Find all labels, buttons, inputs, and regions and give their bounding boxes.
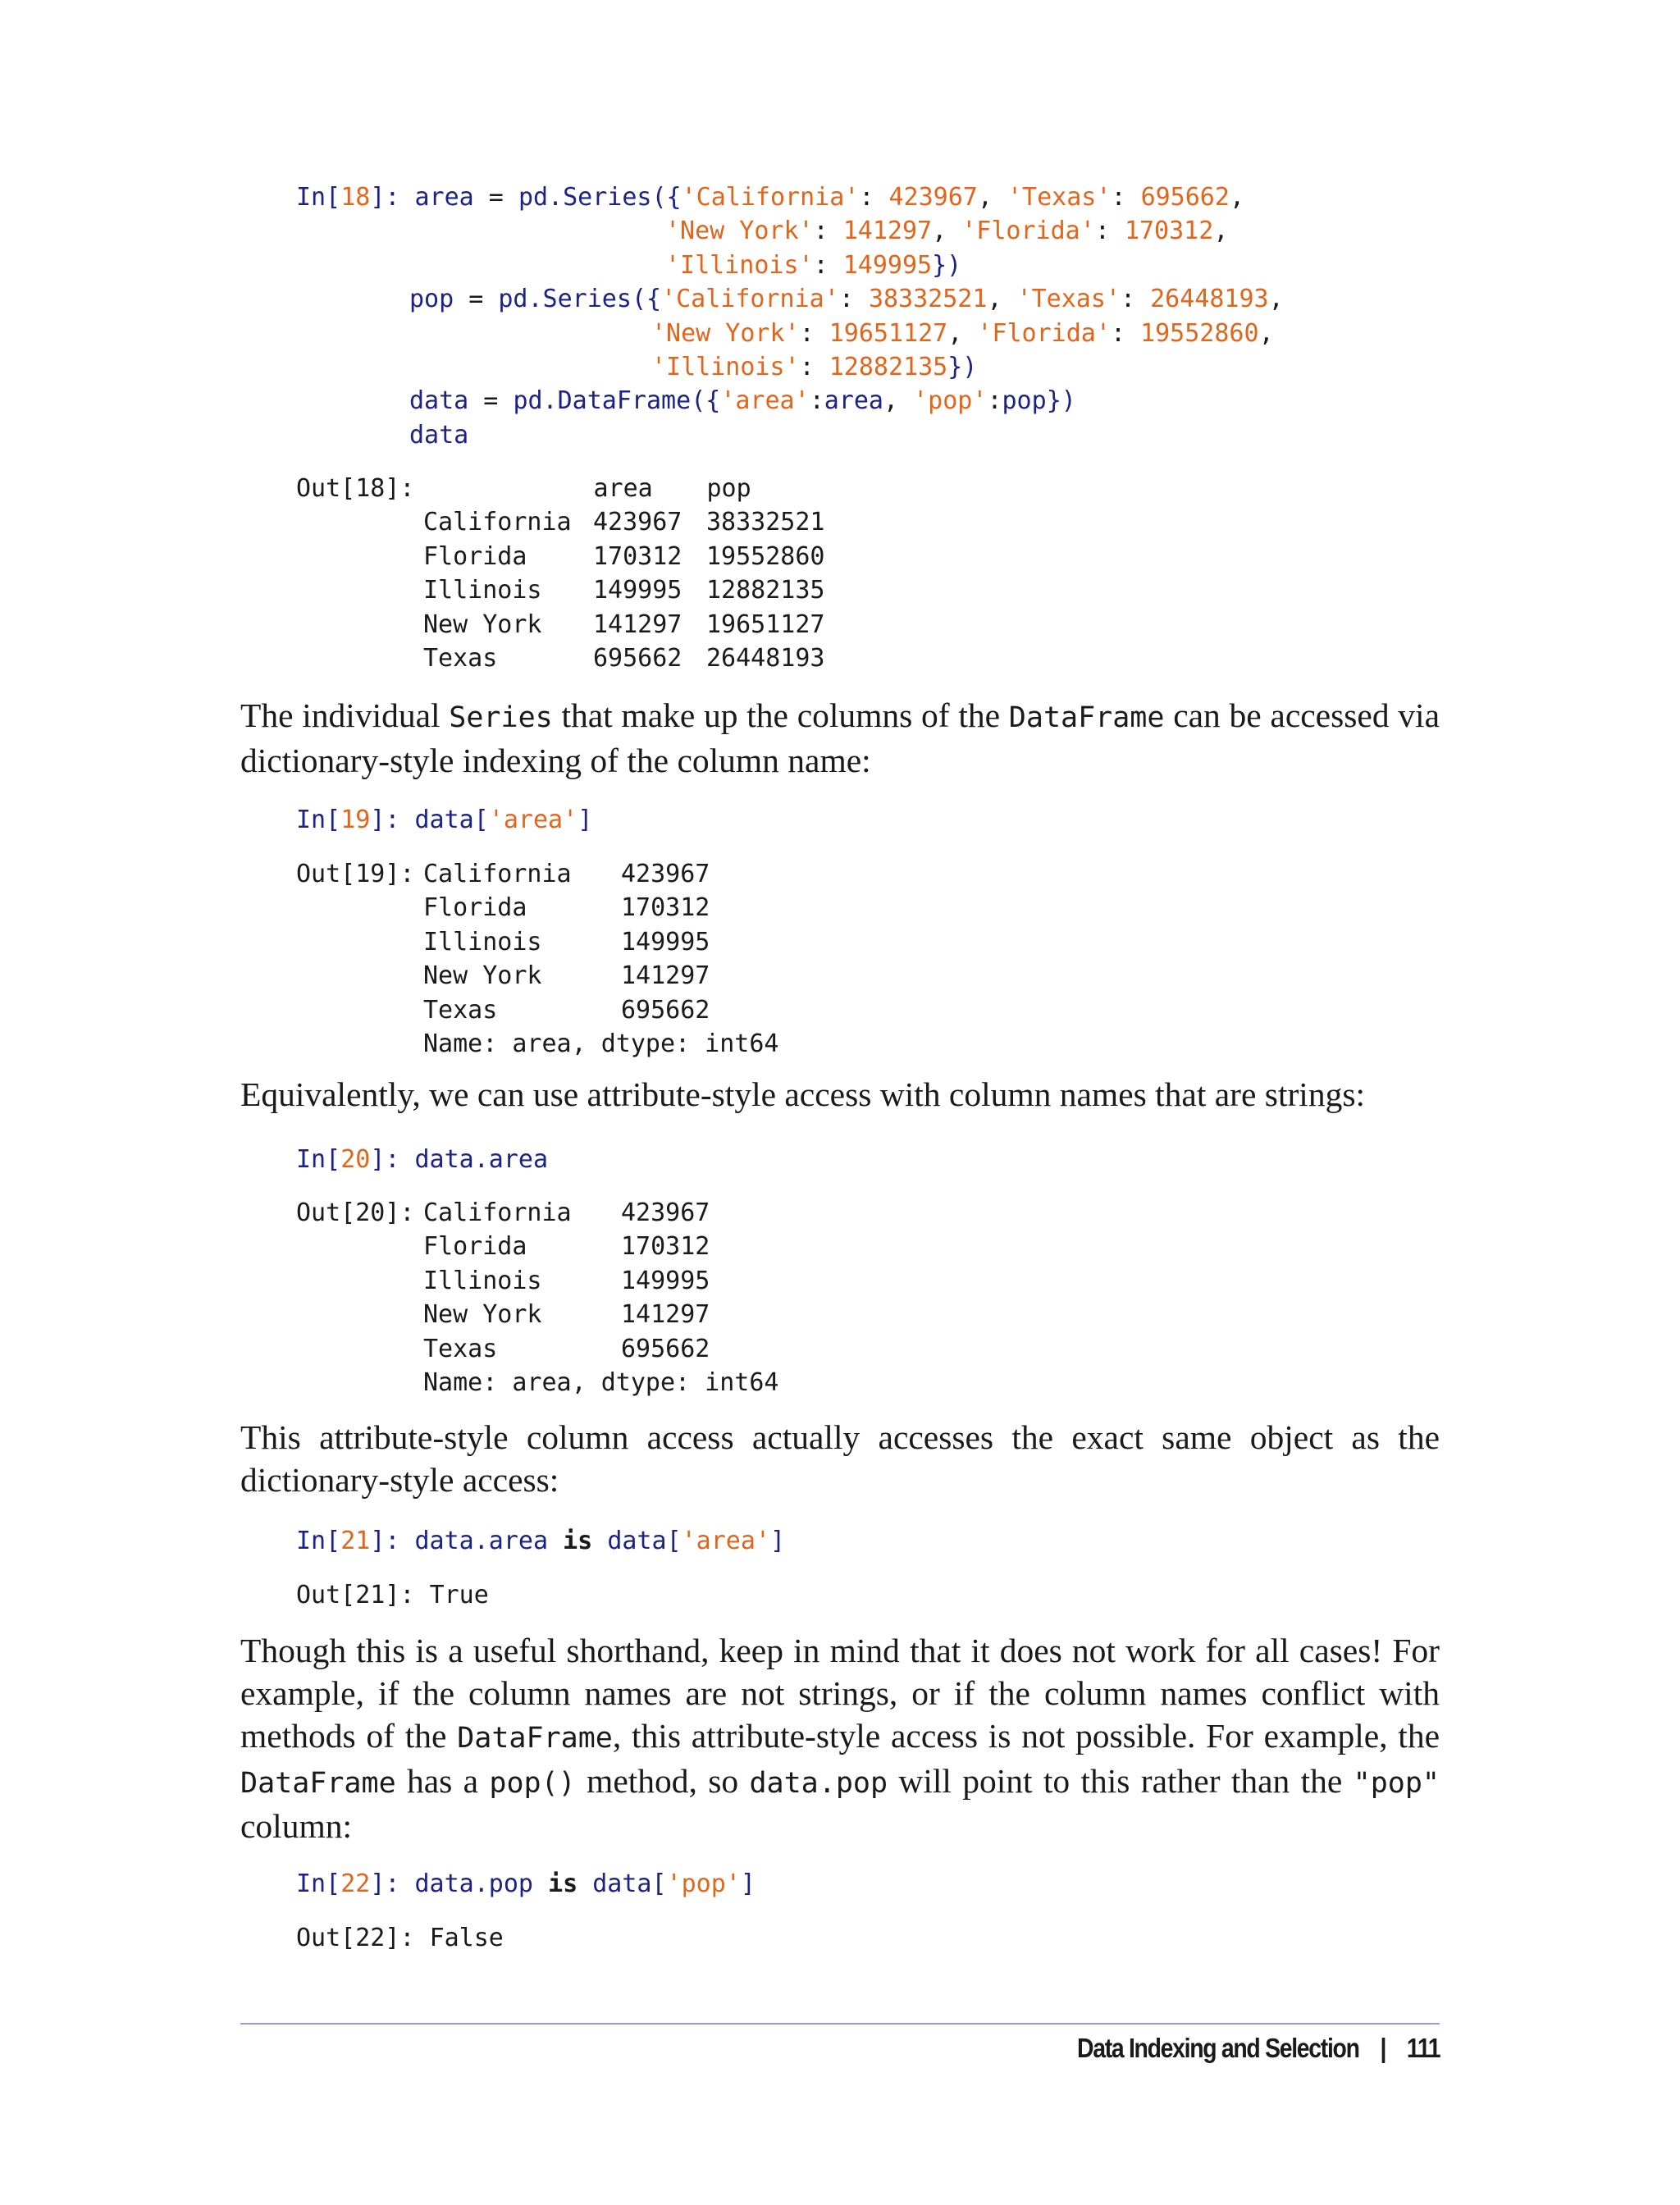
prompt-out: Out[20]: — [296, 1198, 415, 1227]
row-label: Texas — [423, 995, 498, 1025]
code-cell-in22: In[22]: data.pop is data['pop'] — [296, 1869, 756, 1898]
row-label: California — [423, 860, 572, 888]
output-series-area — [296, 857, 778, 1061]
row-label: California — [423, 1198, 572, 1227]
table-cell: 26448193 — [706, 644, 825, 673]
table-cell: 19651127 — [706, 609, 825, 639]
inline-code: DataFrame — [240, 1767, 396, 1800]
code-cell-in21: In[21]: data.area is data['area'] — [296, 1527, 786, 1555]
section-title: Data Indexing and Selection — [1076, 2033, 1359, 2063]
page-footer — [1077, 2033, 1440, 2064]
output-series-area-attr — [296, 1196, 778, 1399]
table-cell: 170312 — [621, 1232, 710, 1262]
row-label: New York — [423, 961, 542, 991]
table-cell: 12882135 — [706, 576, 825, 605]
table-cell: 141297 — [621, 1300, 710, 1330]
table-cell: 423967 — [621, 860, 710, 888]
prompt-in: In[ — [296, 183, 341, 212]
table-cell: 149995 — [621, 927, 710, 956]
table-cell: 695662 — [621, 1334, 710, 1363]
footer-separator: | — [1380, 2033, 1386, 2063]
row-label: Florida — [423, 541, 527, 571]
table-cell: 38332521 — [706, 508, 825, 537]
footer-rule — [240, 2023, 1440, 2025]
inline-code: DataFrame — [1008, 701, 1165, 734]
row-label: New York — [423, 609, 542, 639]
paragraph-same-object: This attribute-style column access actually accesses the exact same object as the dictionary-style access: — [240, 1418, 1440, 1499]
prompt-out: Out[22]: — [296, 1924, 430, 1952]
row-label: Texas — [423, 644, 498, 673]
table-cell: 170312 — [621, 893, 710, 923]
keyword-is: is — [563, 1527, 593, 1555]
code-cell-in18: In[18]: area = pd.Series({'California': 423967, 'Texas': 695662, 'New York': 141297, 'Florida': 170312, 'Illinois': 149995}) pop = pd.Series({'California': 38332521, 'Texas': 26448193, 'New York': 19651127, 'Florida': 19552860, 'Illinois': 12882135}) data = pd.DataFrame({'area':area, 'pop':pop}) data — [296, 183, 1284, 450]
column-header: pop — [706, 474, 751, 503]
paragraph-series-columns: The individual Series that make up the columns of the DataFrame can be accessed via dictionary-style indexing of the column name: — [240, 696, 1440, 779]
inline-code: "pop" — [1353, 1767, 1440, 1800]
table-cell: 141297 — [621, 961, 710, 991]
table-cell: 19552860 — [706, 541, 825, 571]
row-label: Illinois — [423, 1266, 542, 1295]
code-cell-in19: In[19]: data['area'] — [296, 806, 593, 834]
column-header: area — [593, 474, 653, 503]
table-cell: 149995 — [593, 576, 682, 605]
row-label: New York — [423, 1300, 542, 1330]
table-cell: 695662 — [621, 995, 710, 1025]
prompt-out: Out[18]: — [296, 474, 415, 503]
table-cell: 170312 — [593, 541, 682, 571]
inline-code: data.pop — [749, 1767, 888, 1800]
table-cell: 423967 — [621, 1198, 710, 1227]
output-true: Out[21]: True — [296, 1581, 489, 1609]
table-cell: 141297 — [593, 609, 682, 639]
row-label: California — [423, 508, 572, 537]
inline-code: DataFrame — [457, 1722, 613, 1755]
prompt-out: Out[19]: — [296, 860, 415, 888]
row-label: Illinois — [423, 576, 542, 605]
table-cell: 423967 — [593, 508, 682, 537]
page-number: 111 — [1406, 2033, 1440, 2063]
output-dataframe — [296, 472, 825, 675]
output-false: Out[22]: False — [296, 1924, 504, 1952]
paragraph-attribute-access: Equivalently, we can use attribute-style access with column names that are strings: — [240, 1075, 1365, 1113]
table-cell: 695662 — [593, 644, 682, 673]
row-label: Texas — [423, 1334, 498, 1363]
table-cell: 149995 — [621, 1266, 710, 1295]
prompt-out: Out[21]: — [296, 1581, 430, 1609]
row-label: Illinois — [423, 927, 542, 956]
paragraph-shorthand-caveat: Though this is a useful shorthand, keep in mind that it does not work for all cases! For example, if the column names are not strings, or if the column names conflict with methods of the DataFrame, this attribute-style access is not possible. For example, the DataFrame has a pop() method, so data.pop will point to this rather than the "pop" column: — [240, 1632, 1440, 1845]
row-label: Florida — [423, 893, 527, 923]
code-cell-in20: In[20]: data.area — [296, 1145, 549, 1174]
prompt-number: 18 — [340, 183, 371, 212]
series-dtype: Name: area, dtype: int64 — [423, 1029, 779, 1059]
row-label: Florida — [423, 1232, 527, 1262]
keyword-is: is — [548, 1869, 578, 1898]
series-dtype: Name: area, dtype: int64 — [423, 1368, 779, 1398]
inline-code: pop() — [489, 1767, 576, 1800]
inline-code: Series — [449, 701, 553, 734]
